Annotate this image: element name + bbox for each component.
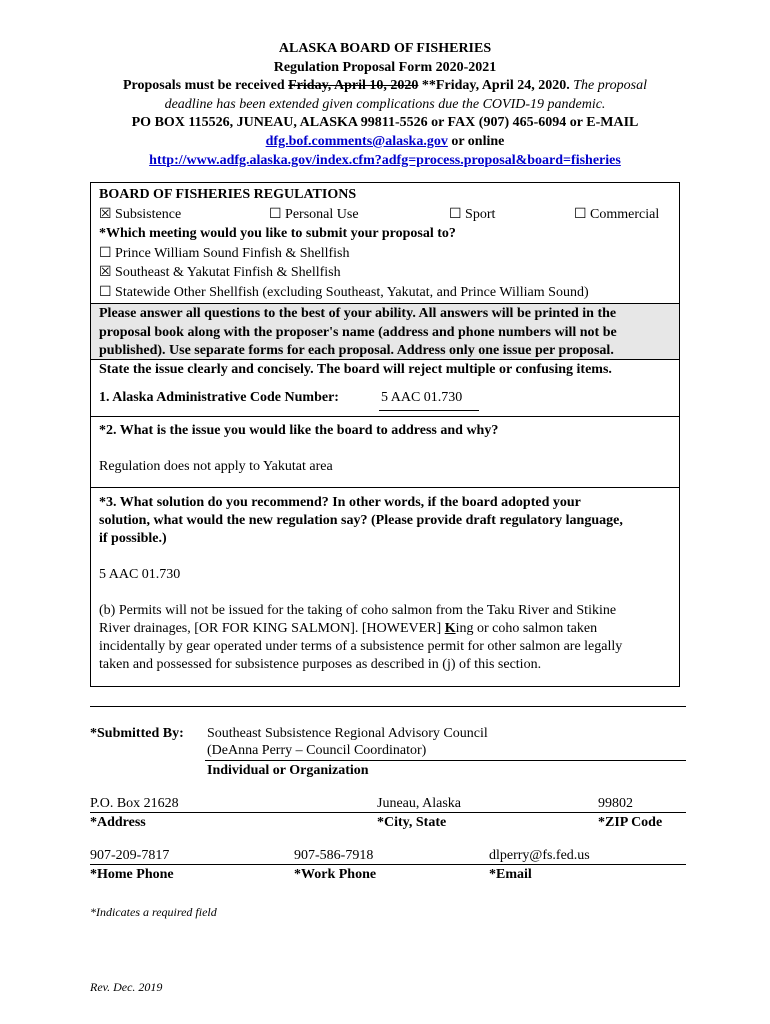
home-phone-caption: *Home Phone — [90, 867, 174, 882]
q1-label: 1. Alaska Administrative Code Number: — [99, 390, 339, 405]
divider — [91, 416, 679, 417]
address-underline — [90, 812, 686, 813]
solution-line-text: River drainages, [OR FOR KING SALMON]. [HOWEVER] — [99, 621, 442, 636]
deadline-note: The proposal — [573, 78, 647, 94]
solution-code[interactable]: 5 AAC 01.730 — [99, 567, 181, 582]
zip-field[interactable]: 99802 — [598, 796, 633, 811]
checkbox-sport[interactable]: ☐ Sport — [449, 206, 496, 222]
email-caption: *Email — [489, 867, 532, 882]
city-state-caption: *City, State — [377, 815, 447, 830]
work-phone-caption: *Work Phone — [294, 867, 377, 882]
question-3 — [91, 494, 679, 674]
checkbox-southeast-yakutat[interactable]: ☒ Southeast & Yakutat Finfish & Shellfish — [99, 265, 341, 280]
solution-line: taken and possessed for subsistence purposes as described in (j) of this section. — [99, 657, 542, 672]
website-link[interactable]: http://www.adfg.alaska.gov/index.cfm?adfg=process.proposal&board=fisheries — [149, 152, 621, 168]
checkbox-subsistence[interactable]: ☒ Subsistence — [99, 206, 182, 222]
instructions-notice — [91, 303, 679, 377]
notice-line: State the issue clearly and concisely. The board will reject multiple or confusing items. — [99, 361, 612, 377]
solution-line — [99, 620, 671, 638]
deadline-prefix: Proposals must be received — [122, 78, 285, 94]
deadline-line — [0, 77, 770, 96]
question-1 — [91, 389, 679, 407]
q3-label-line: if possible.) — [99, 531, 167, 546]
deadline-note-2: deadline has been extended given complications due the COVID-19 pandemic. — [164, 96, 606, 112]
divider — [91, 487, 679, 488]
solution-line: (b) Permits will not be issued for the taking of coho salmon from the Taku River and Stikine — [99, 603, 617, 618]
address-field[interactable]: P.O. Box 21628 — [90, 796, 179, 811]
added-letter-k: K — [444, 621, 456, 636]
q2-label: *2. What is the issue you would like the board to address and why? — [99, 423, 499, 438]
required-field-note: *Indicates a required field — [90, 905, 217, 919]
mailing-address: PO BOX 115526, JUNEAU, ALASKA 99811-5526 or FAX (907) 465-6094 or E-MAIL — [131, 115, 639, 131]
organization-name-field[interactable]: Southeast Subsistence Regional Advisory Council — [207, 726, 488, 741]
new-deadline: **Friday, April 24, 2020. — [421, 78, 570, 94]
regulations-heading: BOARD OF FISHERIES REGULATIONS — [99, 187, 357, 202]
email-link[interactable]: dfg.bof.comments@alaska.gov — [265, 133, 448, 149]
form-title: ALASKA BOARD OF FISHERIES — [278, 41, 492, 56]
organization-caption: Individual or Organization — [207, 763, 369, 778]
q3-label-line: *3. What solution do you recommend? In other words, if the board adopted your — [99, 495, 581, 510]
checkbox-personal-use[interactable]: ☐ Personal Use — [269, 206, 359, 222]
old-deadline: Friday, April 10, 2020 — [288, 78, 419, 94]
solution-line: incidentally by gear operated under terms of a subsistence permit for other salmon are legally — [99, 639, 623, 654]
submitted-by-label: *Submitted By: — [90, 726, 184, 741]
organization-underline — [205, 760, 686, 761]
section-rule — [90, 706, 686, 707]
proposal-form-box — [90, 182, 680, 687]
email-line — [0, 133, 770, 152]
notice-line: Please answer all questions to the best of your ability. All answers will be printed in the — [99, 306, 617, 321]
meeting-question: *Which meeting would you like to submit your proposal to? — [99, 226, 456, 241]
phone-underline — [90, 864, 686, 865]
aac-number-underline — [379, 410, 479, 411]
regulations-section — [91, 183, 679, 303]
notice-line: published). Use separate forms for each proposal. Address only one issue per proposal. — [99, 343, 614, 358]
regulation-type-row — [99, 205, 671, 225]
organization-contact[interactable]: (DeAnna Perry – Council Coordinator) — [207, 743, 427, 758]
notice-line: proposal book along with the proposer's name (address and phone numbers will not be — [99, 324, 617, 340]
form-subtitle: Regulation Proposal Form 2020-2021 — [273, 59, 497, 75]
question-2 — [91, 422, 679, 476]
home-phone-field[interactable]: 907-209-7817 — [90, 848, 170, 863]
url-line — [0, 152, 770, 171]
aac-number-field[interactable]: 5 AAC 01.730 — [381, 390, 463, 405]
solution-paragraph[interactable] — [99, 602, 671, 674]
form-header — [0, 40, 770, 170]
work-phone-field[interactable]: 907-586-7918 — [294, 848, 374, 863]
issue-answer-field[interactable]: Regulation does not apply to Yakutat area — [99, 459, 333, 474]
online-label: or online — [451, 133, 505, 149]
q3-label-line: solution, what would the new regulation say? (Please provide draft regulatory language, — [99, 513, 623, 528]
checkbox-prince-william-sound[interactable]: ☐ Prince William Sound Finfish & Shellfish — [99, 245, 350, 261]
solution-line-text: ing or coho salmon taken — [455, 621, 598, 636]
checkbox-statewide-shellfish[interactable]: ☐ Statewide Other Shellfish (excluding Southeast, Yakutat, and Prince William Sound) — [99, 284, 589, 300]
city-state-field[interactable]: Juneau, Alaska — [377, 796, 461, 811]
revision-date: Rev. Dec. 2019 — [90, 980, 163, 994]
checkbox-commercial[interactable]: ☐ Commercial — [574, 206, 660, 222]
email-field[interactable]: dlperry@fs.fed.us — [489, 848, 590, 863]
address-caption: *Address — [90, 815, 146, 830]
zip-caption: *ZIP Code — [598, 815, 663, 830]
